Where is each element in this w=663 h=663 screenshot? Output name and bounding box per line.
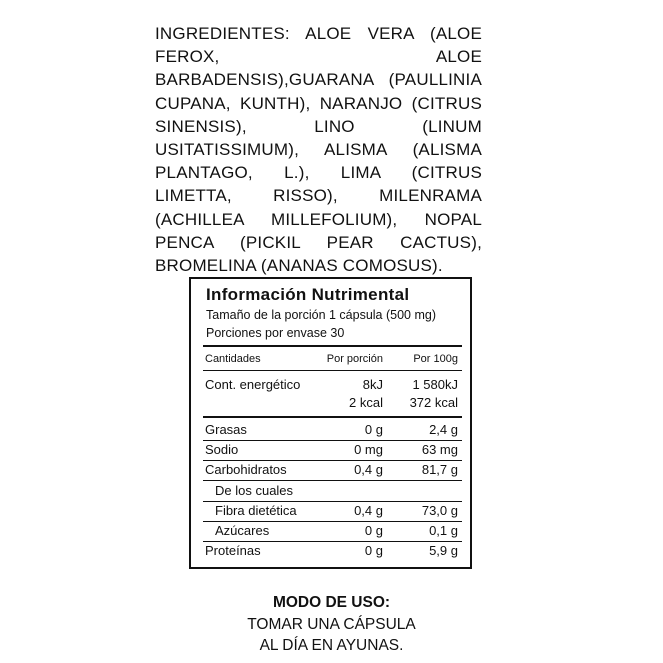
usage-line: AL DÍA EN AYUNAS. [259, 637, 404, 654]
divider [203, 345, 462, 347]
header-quantities: Cantidades [205, 353, 261, 365]
header-per-serving: Por porción [326, 353, 383, 365]
row-label: Sodio [205, 442, 239, 457]
row-per-serving: 0,4 g [354, 462, 383, 477]
header-per-100g: Por 100g [413, 353, 458, 365]
row-label: Azúcares [215, 523, 270, 538]
row-per-serving: 0 mg [354, 442, 383, 457]
divider [203, 460, 462, 461]
row-label: Fibra dietética [215, 503, 297, 518]
serving-size: Tamaño de la porción 1 cápsula (500 mg) [206, 308, 436, 322]
nutrition-title: Información Nutrimental [206, 285, 410, 304]
usage-title: MODO DE USO: [272, 594, 391, 611]
divider [203, 541, 462, 542]
row-per-100g: 1 580kJ [412, 377, 458, 392]
row-label: De los cuales [215, 483, 294, 498]
row-label: Cont. energético [205, 377, 301, 392]
row-label: Grasas [205, 422, 247, 437]
row-per-100g: 0,1 g [429, 523, 458, 538]
row-per-100g: 63 mg [421, 442, 458, 457]
row-per-serving: 8kJ [362, 377, 383, 392]
divider [203, 521, 462, 522]
row-per-serving: 2 kcal [349, 395, 383, 410]
nutrition-facts-panel [189, 277, 472, 569]
row-per-100g: 372 kcal [409, 395, 458, 410]
row-per-serving: 0 g [364, 523, 383, 538]
row-label: Carbohidratos [205, 462, 287, 477]
divider [203, 440, 462, 441]
usage-line: TOMAR UNA CÁPSULA [247, 616, 416, 633]
ingredients-text: INGREDIENTES: ALOE VERA (ALOE FEROX, ALOE BARBADENSIS),GUARANA (PAULLINIA CUPANA, KUNTH), NARANJO (CITRUS SINENSIS), LINO (LINUM USITATISSIMUM), ALISMA (ALISMA PLANTAGO, L.), LIMA (CITRUS LIMETTA, RISSO), MILENRAMA (ACHILLEA MILLEFOLIUM), NOPAL PENCA (PICKIL PEAR CACTUS), BROMELINA (ANANAS COMOSUS). [155, 24, 482, 276]
row-per-serving: 0 g [364, 422, 383, 437]
row-per-serving: 0 g [364, 543, 383, 558]
servings-per-container: Porciones por envase 30 [206, 326, 345, 340]
row-per-100g: 2,4 g [429, 422, 458, 437]
row-per-100g: 81,7 g [421, 462, 458, 477]
row-per-100g: 5,9 g [429, 543, 458, 558]
row-per-100g: 73,0 g [421, 503, 458, 518]
divider [203, 416, 462, 418]
divider [203, 480, 462, 481]
row-label: Proteínas [205, 543, 261, 558]
divider [203, 501, 462, 502]
row-per-serving: 0,4 g [354, 503, 383, 518]
divider [203, 370, 462, 371]
